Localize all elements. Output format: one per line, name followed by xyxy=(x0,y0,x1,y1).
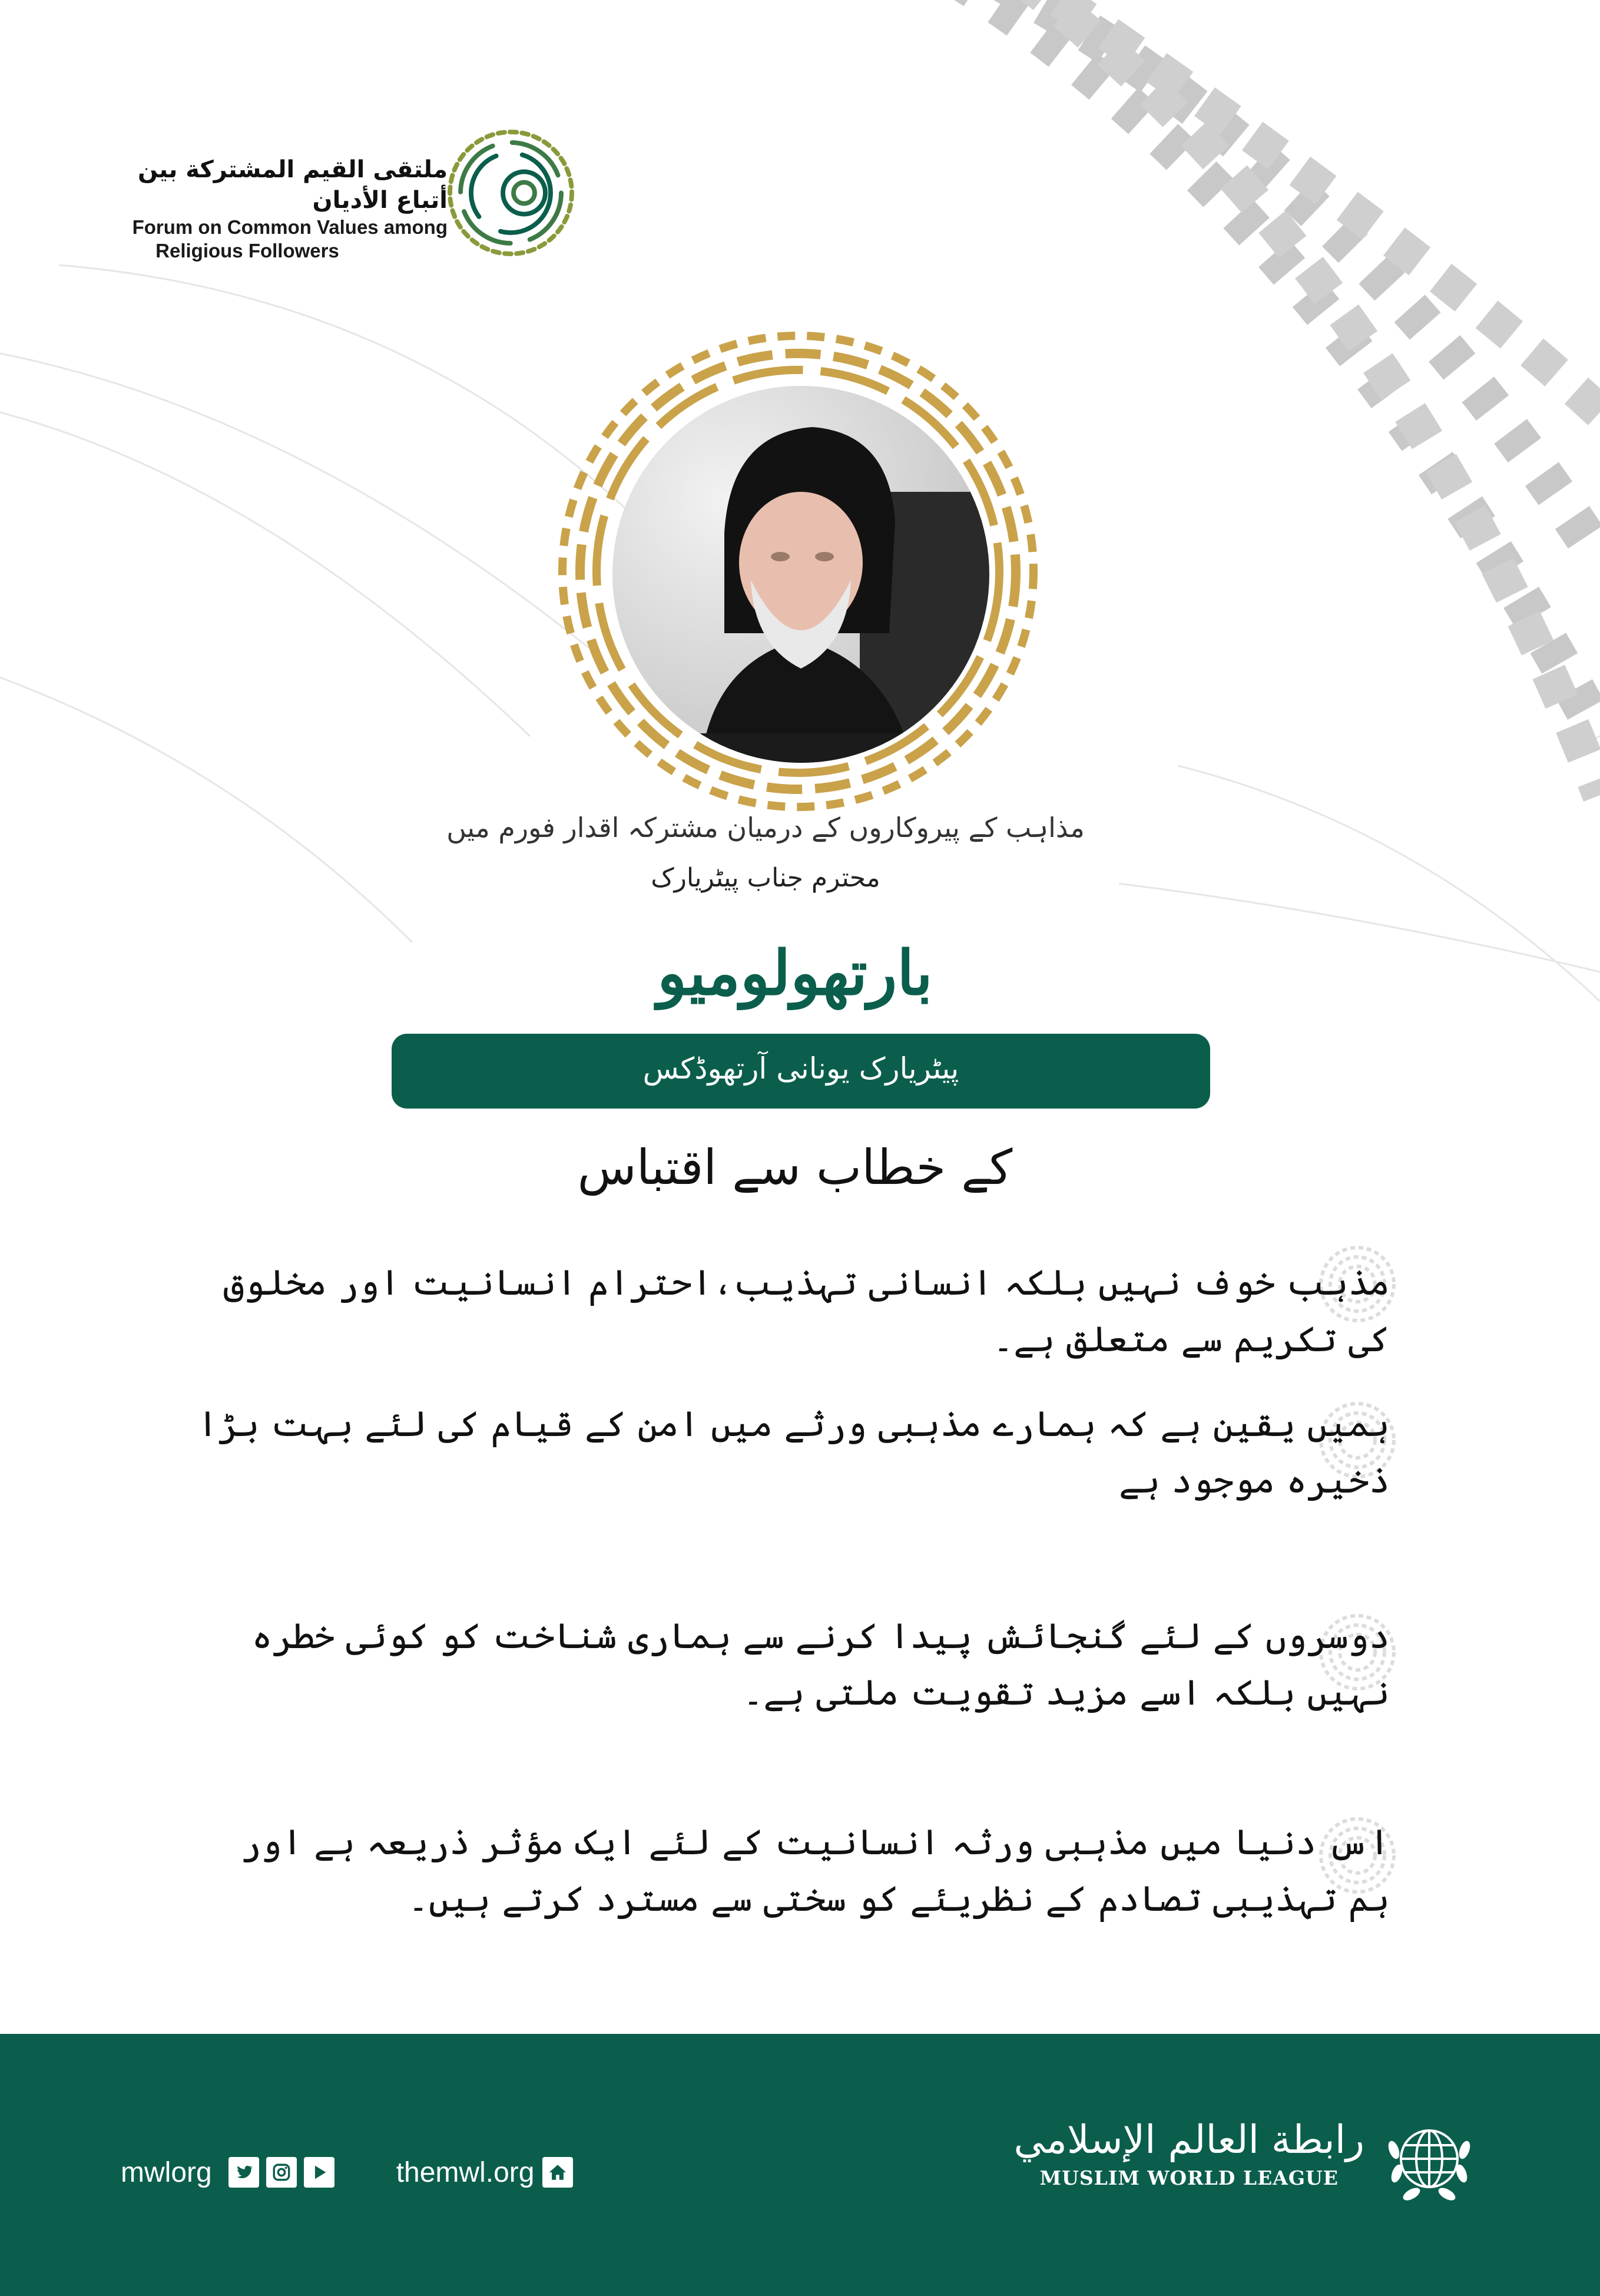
excerpt-heading: کے خطاب سے اقتباس xyxy=(577,1140,1013,1196)
portrait-photo xyxy=(612,386,989,763)
website-link[interactable]: themwl.org xyxy=(396,2156,535,2188)
forum-name-english-line2: Religious Followers xyxy=(155,240,339,262)
youtube-icon[interactable] xyxy=(304,2157,334,2188)
home-icon[interactable] xyxy=(542,2157,573,2188)
speaker-name: بارتھولومیو xyxy=(657,937,933,1009)
mwl-globe-emblem-icon xyxy=(1379,2109,1479,2209)
footer xyxy=(0,2034,1600,2296)
social-links xyxy=(121,2152,573,2193)
intro-line-1: مذاہب کے پیروکاروں کے درمیان مشترکہ اقدار فورم میں xyxy=(446,812,1085,843)
mwl-logo-text xyxy=(1013,2113,1364,2189)
intro-line-2: محترم جناب پیٹریارک xyxy=(651,863,880,893)
twitter-icon[interactable] xyxy=(228,2157,259,2188)
forum-name-arabic: ملتقى القيم المشتركة بين أتباع الأديان xyxy=(138,156,448,214)
forum-name-english-line1: Forum on Common Values among xyxy=(132,216,448,238)
quote-4: اس دنیا میں مذہبی ورثہ انسانیت کے لئے ایک مؤثر ذریعہ ہے اور ہم تہذیبی تصادم کے نظریئے کو سختی سے مسترد کرتے ہیں۔ xyxy=(240,1822,1390,1920)
quote-3: دوسروں کے لئے گنجائش پیدا کرنے سے ہماری شناخت کو کوئی خطرہ نہیں بلکہ اسے مزید تقویت ملتی ہے۔ xyxy=(251,1616,1390,1713)
forum-logo xyxy=(106,118,624,271)
mwl-name-arabic: رابطة العالم الإسلامي xyxy=(1013,2117,1364,2162)
quote-1: مذہب خوف نہیں بلکہ انسانی تہذیب،احترام انسانیت اور مخلوق کی تکریم سے متعلق ہے۔ xyxy=(223,1262,1390,1360)
forum-name-block xyxy=(106,154,448,263)
mwl-name-english: MUSLIM WORLD LEAGUE xyxy=(1039,2166,1339,2189)
quote-2: ہمیں یقین ہے کہ ہمارے مذہبی ورثے میں امن کے قیام کی لئے بہت بڑا ذخیرہ موجود ہے xyxy=(197,1404,1390,1501)
social-handle[interactable]: mwlorg xyxy=(121,2156,212,2188)
instagram-icon[interactable] xyxy=(266,2157,297,2188)
speaker-title-bar xyxy=(392,1034,1210,1109)
forum-concentric-logo-icon xyxy=(445,127,577,259)
speaker-title: پیٹریارک یونانی آرتھوڈکس xyxy=(642,1051,959,1086)
